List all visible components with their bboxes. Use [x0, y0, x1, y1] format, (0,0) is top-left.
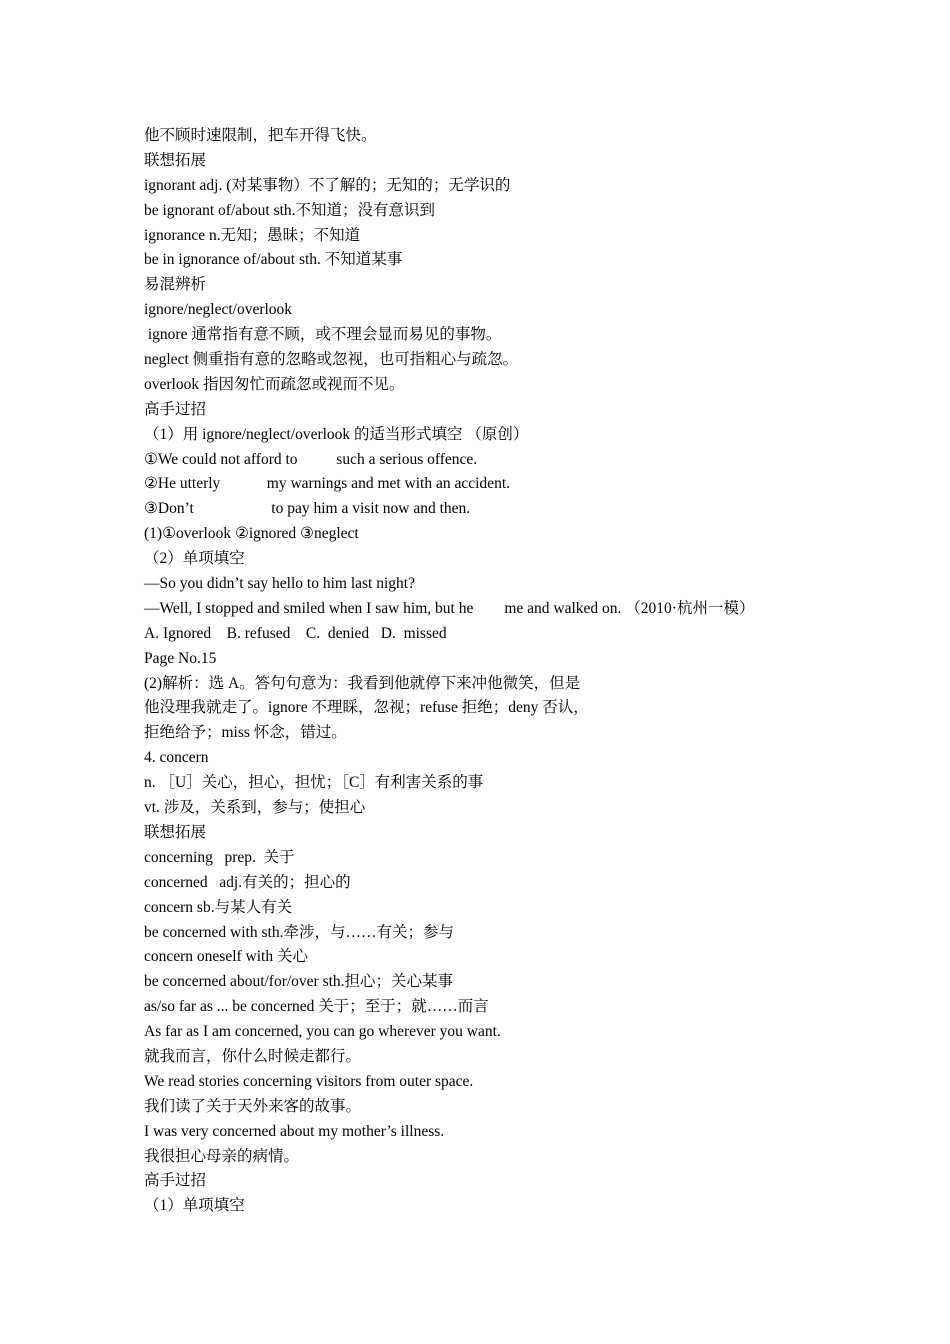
text-line: （1）用 ignore/neglect/overlook 的适当形式填空 （原创）: [144, 425, 529, 443]
text-line: 高手过招: [144, 400, 207, 418]
text-line: overlook 指因匆忙而疏忽或视而不见。: [144, 375, 405, 393]
text-line: （1）单项填空: [144, 1197, 245, 1215]
text-line: —Well, I stopped and smiled when I saw him, but he me and walked on. （2010·杭州一模）: [144, 599, 755, 617]
text-line: concerning prep. 关于: [144, 848, 295, 866]
text-line: 联想拓展: [144, 151, 207, 169]
text-line: 我们读了关于天外来客的故事。: [144, 1097, 362, 1115]
text-line: 高手过招: [144, 1172, 207, 1190]
text-line: Page No.15: [144, 649, 217, 667]
document-body: [144, 124, 924, 1219]
text-line: 他不顾时速限制，把车开得飞快。: [144, 127, 377, 144]
text-line: 易混辨析: [144, 276, 207, 294]
text-line: be concerned with sth.牵涉，与……有关；参与: [144, 923, 454, 941]
text-line: concern sb.与某人有关: [144, 898, 293, 916]
text-line: 就我而言，你什么时候走都行。: [144, 1047, 362, 1065]
text-line: ignore 通常指有意不顾，或不理会显而易见的事物。: [144, 326, 502, 344]
text-line: I was very concerned about my mother’s illness.: [144, 1122, 445, 1140]
text-line: We read stories concerning visitors from outer space.: [144, 1072, 474, 1090]
text-line: ①We could not afford to such a serious offence.: [144, 450, 478, 468]
text-line: 我很担心母亲的病情。: [144, 1147, 300, 1165]
text-line: ignore/neglect/overlook: [144, 301, 293, 319]
text-line: ③Don’t to pay him a visit now and then.: [144, 500, 471, 518]
text-line: As far as I am concerned, you can go wherever you want.: [144, 1023, 501, 1041]
text-line: n. ［U］关心，担心，担忧；［C］有利害关系的事: [144, 774, 484, 792]
text-line: 联想拓展: [144, 823, 207, 841]
text-line: as/so far as ... be concerned 关于；至于；就……而言: [144, 998, 489, 1016]
text-line: （2）单项填空: [144, 550, 245, 568]
text-line: —So you didn’t say hello to him last night?: [144, 575, 415, 593]
text-line: be concerned about/for/over sth.担心；关心某事: [144, 973, 454, 991]
text-line: 4. concern: [144, 749, 209, 767]
text-line: vt. 涉及，关系到，参与；使担心: [144, 799, 366, 817]
text-line: 他没理我就走了。ignore 不理睬，忽视；refuse 拒绝；deny 否认，: [144, 699, 589, 717]
text-line: A. Ignored B. refused C. denied D. missed: [144, 624, 447, 642]
text-line: be in ignorance of/about sth. 不知道某事: [144, 251, 403, 269]
text-line: 拒绝给予；miss 怀念，错过。: [144, 724, 347, 742]
text-line: (2)解析：选 A。答句句意为：我看到他就停下来冲他微笑，但是: [144, 674, 581, 692]
text-line: ②He utterly my warnings and met with an accident.: [144, 475, 510, 493]
text-line: concerned adj.有关的；担心的: [144, 873, 351, 891]
text-line: be ignorant of/about sth.不知道；没有意识到: [144, 201, 436, 219]
text-line: neglect 侧重指有意的忽略或忽视，也可指粗心与疏忽。: [144, 351, 519, 369]
text-line: concern oneself with 关心: [144, 948, 308, 966]
text-line: ignorant adj. (对某事物）不了解的；无知的；无学识的: [144, 176, 511, 194]
text-line: ignorance n.无知；愚昧；不知道: [144, 226, 361, 244]
text-line: (1)①overlook ②ignored ③neglect: [144, 525, 359, 543]
